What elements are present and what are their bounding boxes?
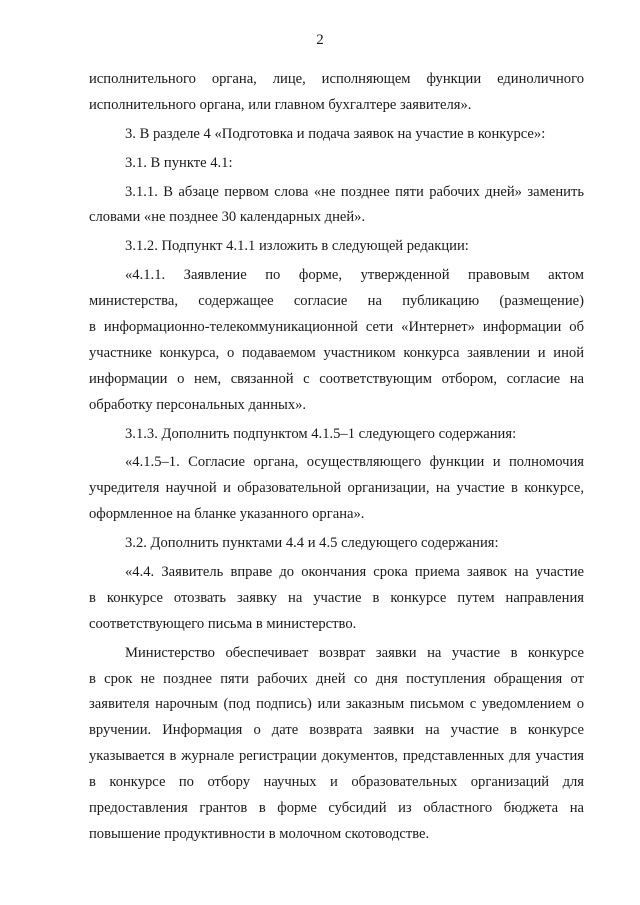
text-line: информации о нем, связанной с соответствующим отбором, согласие на bbox=[89, 370, 584, 387]
clause-heading: 3.2. Дополнить пунктами 4.4 и 4.5 следующего содержания: bbox=[125, 535, 499, 552]
text-line: исполнительного органа, или главном бухгалтере заявителя». bbox=[89, 96, 472, 113]
text-line: соответствующего письма в министерство. bbox=[89, 615, 357, 632]
text-line: учредителя научной и образовательной организации, на участие в конкурсе, bbox=[89, 480, 584, 497]
text-line: участнике конкурса, о подаваемом участником конкурса заявлении и иной bbox=[89, 344, 584, 361]
text-line: исполнительного органа, лице, исполняющем функции единоличного bbox=[89, 71, 584, 87]
text-line: оформленное на бланке указанного органа». bbox=[89, 506, 365, 523]
text-line: предоставления грантов в форме субсидий из областного бюджета на bbox=[89, 800, 584, 817]
text-line: словами «не позднее 30 календарных дней». bbox=[89, 209, 366, 226]
page-number: 2 bbox=[316, 32, 324, 48]
section-heading: 3. В разделе 4 «Подготовка и подача заявок на участие в конкурсе»: bbox=[125, 125, 546, 142]
text-line: «4.1.5–1. Согласие органа, осуществляющего функции и полномочия bbox=[125, 454, 584, 471]
text-line: Министерство обеспечивает возврат заявки на участие в конкурсе bbox=[125, 644, 584, 661]
text-line: «4.4. Заявитель вправе до окончания срока приема заявок на участие bbox=[125, 564, 584, 581]
clause-heading: 3.1.2. Подпункт 4.1.1 изложить в следующей редакции: bbox=[125, 238, 469, 255]
text-line: «4.1.1. Заявление по форме, утвержденной правовым актом bbox=[125, 267, 584, 284]
document-body bbox=[89, 67, 584, 848]
text-line: министерства, содержащее согласие на публикацию (размещение) bbox=[89, 293, 584, 310]
clause-heading: 3.1. В пункте 4.1: bbox=[125, 154, 233, 171]
text-line: в конкурсе отозвать заявку на участие в конкурсе путем направления bbox=[89, 589, 584, 606]
text-line: обработку персональных данных». bbox=[89, 396, 307, 413]
text-line: 3.1.1. В абзаце первом слова «не позднее пяти рабочих дней» заменить bbox=[125, 183, 584, 200]
text-line: заявителя нарочным (под подпись) или заказным письмом с уведомлением о bbox=[89, 696, 584, 713]
text-line: в конкурсе по отбору научных и образовательных организаций для bbox=[89, 774, 584, 791]
text-line: в срок не позднее пяти рабочих дней со дня поступления обращения от bbox=[89, 670, 584, 687]
text-line: повышение продуктивности в молочном скотоводстве. bbox=[89, 825, 430, 842]
clause-heading: 3.1.3. Дополнить подпунктом 4.1.5–1 следующего содержания: bbox=[125, 425, 517, 442]
text-line: вручении. Информация о дате возврата заявки на участие в конкурсе bbox=[89, 722, 584, 739]
text-line: указывается в журнале регистрации документов, представленных для участия bbox=[89, 748, 584, 765]
text-line: в информационно-телекоммуникационной сети «Интернет» информации об bbox=[89, 319, 584, 336]
